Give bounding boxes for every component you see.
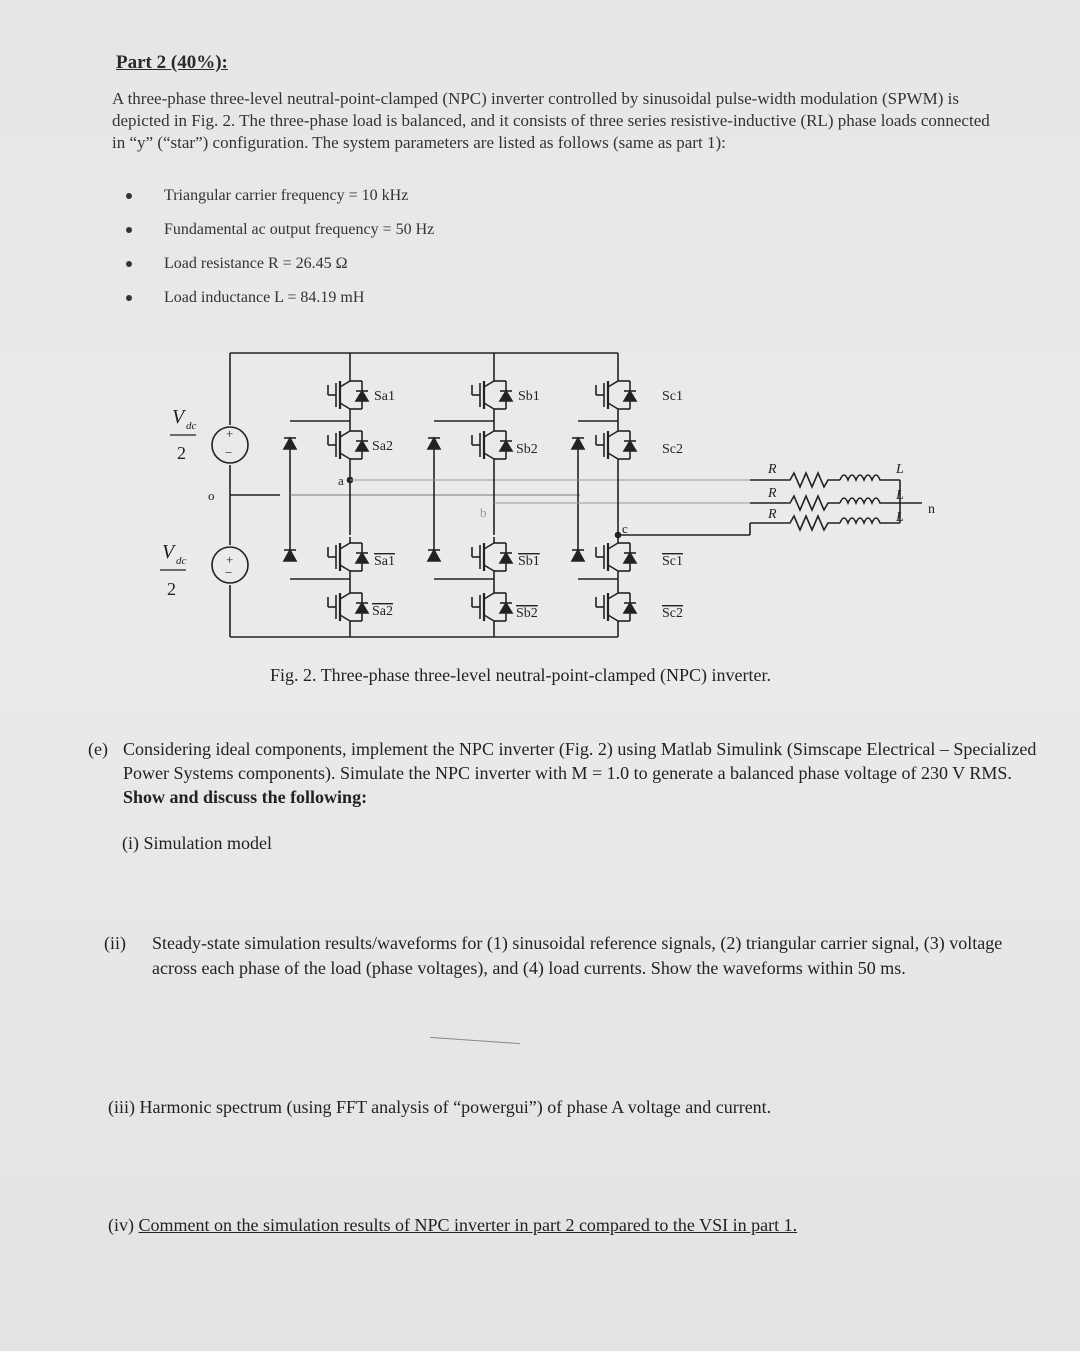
- svg-text:2: 2: [177, 443, 186, 463]
- load-l-label-3: L: [896, 510, 904, 525]
- sub-question-ii-tag: (ii): [104, 933, 126, 953]
- switch-sc1-bar-label: Sc1: [662, 554, 683, 569]
- switch-sb2-label: Sb2: [516, 442, 538, 457]
- plus-sign-top: +: [226, 426, 234, 441]
- pen-mark: [430, 1037, 520, 1044]
- node-b-label: b: [480, 505, 487, 520]
- switch-sb1-label: Sb1: [518, 389, 540, 404]
- load-l-label-2: L: [896, 488, 904, 503]
- switch-sb2-bar-label: Sb2: [516, 606, 538, 621]
- minus-sign-top: −: [225, 445, 233, 460]
- neutral-point-label: o: [208, 488, 215, 503]
- load-r-label-3: R: [768, 507, 777, 522]
- plus-sign-bottom: +: [226, 552, 234, 567]
- switch-sa2-label: Sa2: [372, 439, 393, 454]
- switch-sb1-bar-label: Sb1: [518, 554, 540, 569]
- question-e-bold: Show and discuss the following:: [123, 787, 368, 807]
- parameter-list: [118, 184, 434, 320]
- switch-sa1-label: Sa1: [374, 389, 395, 404]
- switch-sc1-label: Sc1: [662, 389, 683, 404]
- param-fundamental-frequency: Fundamental ac output frequency = 50 Hz: [118, 218, 434, 252]
- sub-question-iii: (iii) Harmonic spectrum (using FFT analysis of “powergui”) of phase A voltage and current.: [108, 1097, 772, 1117]
- sub-question-i: (i) Simulation model: [122, 833, 272, 853]
- load-r-label-2: R: [768, 486, 777, 501]
- node-c-label: c: [622, 521, 628, 536]
- param-carrier-frequency: Triangular carrier frequency = 10 kHz: [118, 184, 434, 218]
- load-r-label-1: R: [768, 462, 777, 477]
- svg-text:V: V: [172, 406, 185, 428]
- switch-sc2-label: Sc2: [662, 442, 683, 457]
- question-e-text: Considering ideal components, implement the NPC inverter (Fig. 2) using Matlab Simulink (Simscape Electrical – Specialized Power Systems components). Simulate the NPC inverter with M = 1.0 to generate a balanced phase voltage of 230 V RMS.: [123, 739, 1037, 783]
- sub-question-iv: [108, 1213, 797, 1238]
- minus-sign-bottom: −: [225, 565, 233, 580]
- sub-question-iv-tag: (iv): [108, 1215, 134, 1235]
- part-heading: Part 2 (40%):: [116, 52, 228, 73]
- load-l-label-1: L: [896, 462, 904, 477]
- param-load-inductance: Load inductance L = 84.19 mH: [118, 286, 434, 320]
- switch-sa1-bar-label: Sa1: [374, 554, 395, 569]
- svg-text:dc: dc: [186, 420, 197, 432]
- source-label-bottom: [160, 541, 187, 599]
- param-load-resistance: Load resistance R = 26.45 Ω: [118, 252, 434, 286]
- leg-c: [572, 353, 750, 637]
- node-a-label: a: [338, 473, 344, 488]
- npc-inverter-circuit: [150, 345, 950, 645]
- intro-paragraph: A three-phase three-level neutral-point-clamped (NPC) inverter controlled by sinusoidal pulse-width modulation (SPWM) is depicted in Fig. 2. The three-phase load is balanced, and it consists of three series resistive-inductive (RL) phase loads connected in “y” (“star”) configuration. The system parameters are listed as follows (same as part 1):: [112, 89, 990, 152]
- svg-text:2: 2: [167, 579, 176, 599]
- sub-question-ii: [104, 931, 1039, 981]
- switch-sc2-bar-label: Sc2: [662, 606, 683, 621]
- switch-sa2-bar-label: Sa2: [372, 604, 393, 619]
- question-e-tag: (e): [88, 739, 108, 759]
- source-label-top: [170, 406, 197, 463]
- load-neutral-label: n: [928, 502, 935, 517]
- sub-question-iv-text: Comment on the simulation results of NPC inverter in part 2 compared to the VSI in part 1.: [138, 1215, 798, 1235]
- question-e: [88, 737, 1038, 809]
- svg-text:V: V: [162, 541, 175, 563]
- sub-question-ii-text: Steady-state simulation results/waveforms for (1) sinusoidal reference signals, (2) triangular carrier signal, (3) voltage across each phase of the load (phase voltages), and (4) load currents. Show the waveforms within 50 ms.: [152, 933, 1003, 978]
- svg-text:dc: dc: [176, 555, 187, 567]
- figure-caption: Fig. 2. Three-phase three-level neutral-point-clamped (NPC) inverter.: [270, 665, 771, 685]
